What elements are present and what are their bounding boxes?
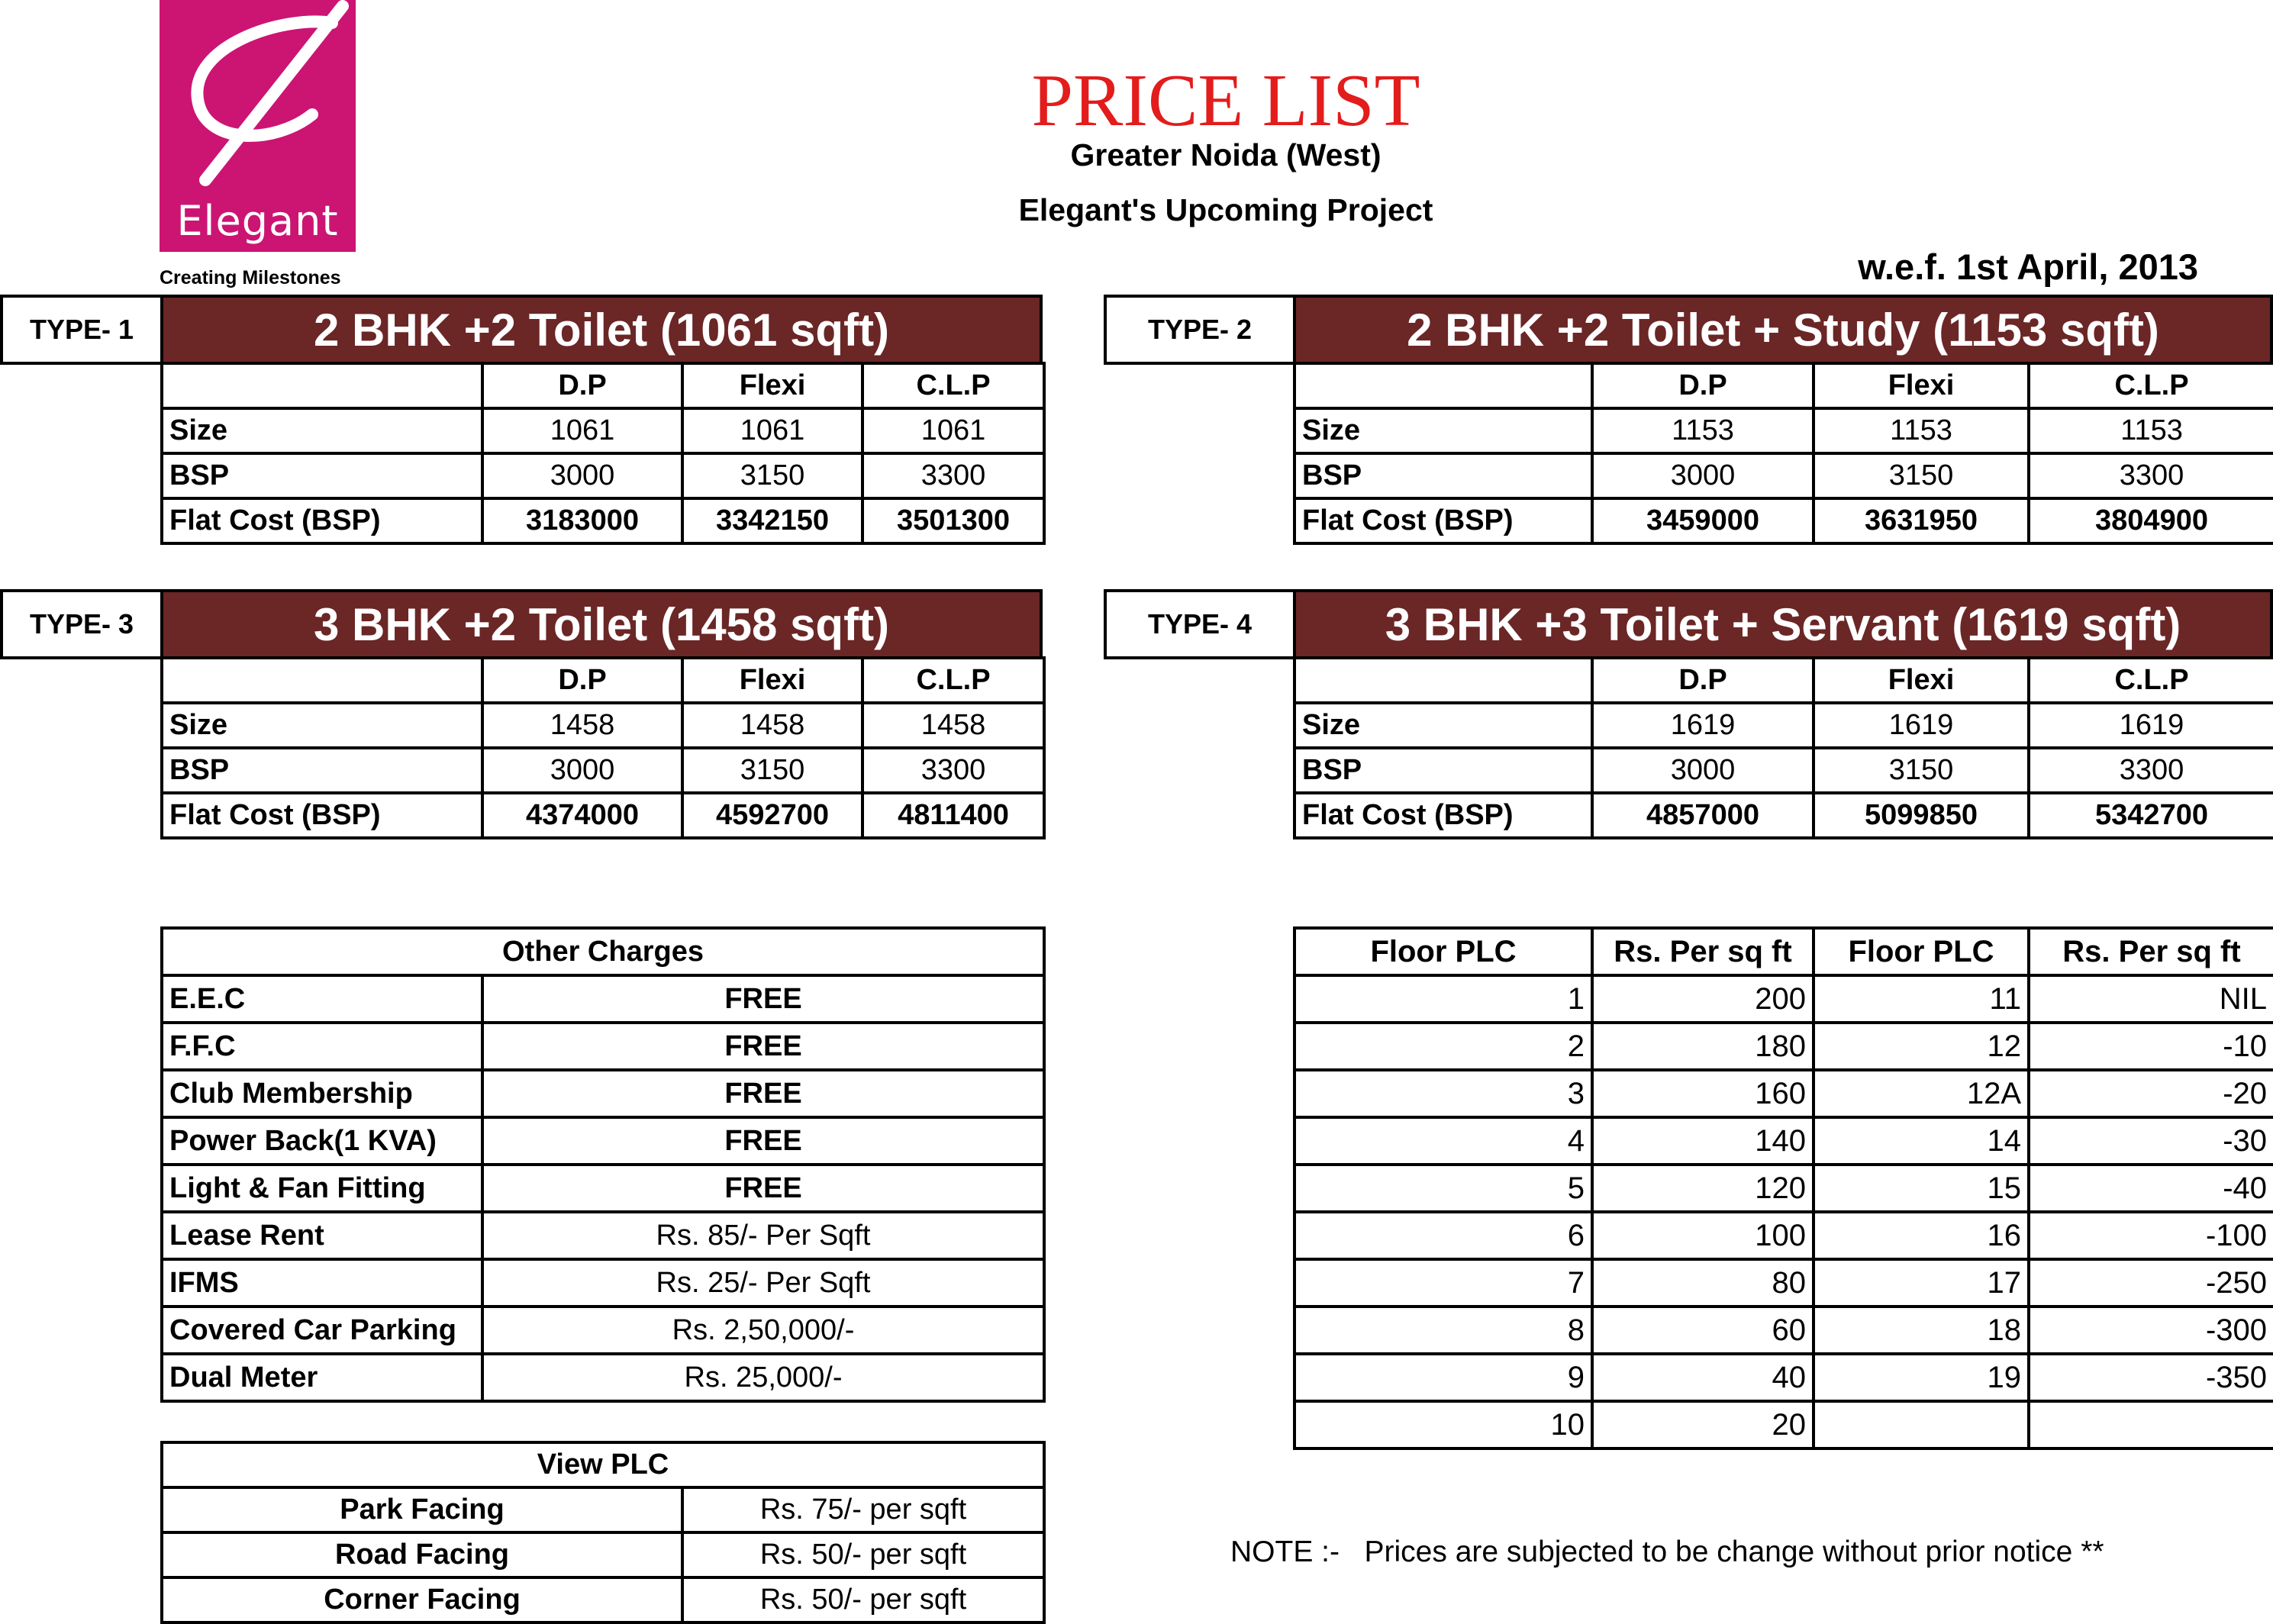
type-3-title: 3 BHK +2 Toilet (1458 sqft)	[160, 589, 1043, 659]
flat-cost-flexi: 5099850	[1814, 793, 2029, 838]
row-label-size: Size	[162, 703, 482, 748]
view-value: Rs. 50/- per sqft	[682, 1532, 1044, 1577]
floor-cell: 17	[1814, 1259, 2029, 1307]
table-row	[162, 1532, 1044, 1577]
table-row	[1294, 1117, 2273, 1165]
table-row	[1294, 1401, 2273, 1448]
floor-cell	[1814, 1401, 2029, 1448]
type-3-label: TYPE- 3	[0, 589, 163, 659]
charge-value: Rs. 25/- Per Sqft	[482, 1259, 1044, 1307]
flat-cost-clp: 5342700	[2029, 793, 2273, 838]
size-dp: 1619	[1592, 703, 1814, 748]
bsp-dp: 3000	[482, 453, 682, 498]
table-row	[162, 1442, 1044, 1487]
charge-label: Club Membership	[162, 1070, 482, 1117]
bsp-dp: 3000	[482, 748, 682, 793]
rate-cell: 140	[1592, 1117, 1814, 1165]
charge-label: Lease Rent	[162, 1212, 482, 1259]
charge-label: Light & Fan Fitting	[162, 1165, 482, 1212]
table-row	[162, 928, 1044, 975]
col-clp: C.L.P	[862, 658, 1044, 703]
rate-cell: 20	[1592, 1401, 1814, 1448]
charge-value: FREE	[482, 975, 1044, 1023]
bsp-clp: 3300	[2029, 453, 2273, 498]
rate-cell: -10	[2029, 1023, 2273, 1070]
view-value: Rs. 75/- per sqft	[682, 1487, 1044, 1532]
table-row	[162, 703, 1044, 748]
rate-cell: 200	[1592, 975, 1814, 1023]
floor-cell: 12A	[1814, 1070, 2029, 1117]
charge-label: F.F.C	[162, 1023, 482, 1070]
bsp-clp: 3300	[2029, 748, 2273, 793]
rate-cell: -300	[2029, 1307, 2273, 1354]
type-3-price-table	[160, 656, 1046, 839]
view-label: Road Facing	[162, 1532, 682, 1577]
floor-cell: 6	[1294, 1212, 1592, 1259]
view-plc-table	[160, 1441, 1046, 1624]
table-row	[1294, 658, 2273, 703]
table-row	[162, 975, 1044, 1023]
table-row	[162, 453, 1044, 498]
size-flexi: 1619	[1814, 703, 2029, 748]
col-dp: D.P	[1592, 658, 1814, 703]
bsp-dp: 3000	[1592, 453, 1814, 498]
rate-cell: 80	[1592, 1259, 1814, 1307]
col-dp: D.P	[482, 658, 682, 703]
size-dp: 1458	[482, 703, 682, 748]
col-rate: Rs. Per sq ft	[2029, 928, 2273, 975]
floor-cell: 18	[1814, 1307, 2029, 1354]
type-1-label: TYPE- 1	[0, 295, 163, 365]
table-row	[162, 1577, 1044, 1622]
other-charges-table	[160, 926, 1046, 1403]
table-row	[162, 1259, 1044, 1307]
logo-tagline: Creating Milestones	[160, 267, 341, 288]
bsp-clp: 3300	[862, 453, 1044, 498]
table-row	[162, 1307, 1044, 1354]
rate-cell: -40	[2029, 1165, 2273, 1212]
view-value: Rs. 50/- per sqft	[682, 1577, 1044, 1622]
charge-value: Rs. 85/- Per Sqft	[482, 1212, 1044, 1259]
bsp-flexi: 3150	[1814, 453, 2029, 498]
row-label-size: Size	[162, 408, 482, 453]
charge-label: IFMS	[162, 1259, 482, 1307]
bsp-flexi: 3150	[682, 748, 862, 793]
floor-cell: 15	[1814, 1165, 2029, 1212]
table-row	[1294, 1023, 2273, 1070]
col-floor-plc: Floor PLC	[1294, 928, 1592, 975]
other-charges-title: Other Charges	[162, 928, 1044, 975]
table-row	[162, 748, 1044, 793]
size-clp: 1153	[2029, 408, 2273, 453]
charge-value: FREE	[482, 1117, 1044, 1165]
table-row	[1294, 498, 2273, 543]
rate-cell: -30	[2029, 1117, 2273, 1165]
type-4-label: TYPE- 4	[1104, 589, 1296, 659]
rate-cell	[2029, 1401, 2273, 1448]
size-flexi: 1458	[682, 703, 862, 748]
flat-cost-clp: 3804900	[2029, 498, 2273, 543]
flat-cost-clp: 4811400	[862, 793, 1044, 838]
charge-value: Rs. 2,50,000/-	[482, 1307, 1044, 1354]
rate-cell: 100	[1592, 1212, 1814, 1259]
rate-cell: -350	[2029, 1354, 2273, 1401]
col-rate: Rs. Per sq ft	[1592, 928, 1814, 975]
table-row	[1294, 1165, 2273, 1212]
charge-label: Power Back(1 KVA)	[162, 1117, 482, 1165]
table-row	[1294, 363, 2273, 408]
table-row	[1294, 1307, 2273, 1354]
logo-wordmark: Elegant	[176, 197, 339, 245]
col-clp: C.L.P	[2029, 363, 2273, 408]
blank-cell	[162, 363, 482, 408]
flat-cost-flexi: 3342150	[682, 498, 862, 543]
type-2-title: 2 BHK +2 Toilet + Study (1153 sqft)	[1293, 295, 2273, 365]
table-row	[162, 408, 1044, 453]
table-row	[1294, 975, 2273, 1023]
floor-cell: 19	[1814, 1354, 2029, 1401]
page-title: PRICE LIST	[1031, 60, 1420, 142]
rate-cell: -100	[2029, 1212, 2273, 1259]
table-row	[162, 793, 1044, 838]
floor-cell: 8	[1294, 1307, 1592, 1354]
table-row	[162, 1212, 1044, 1259]
col-flexi: Flexi	[1814, 363, 2029, 408]
table-row	[162, 1070, 1044, 1117]
table-row	[162, 1117, 1044, 1165]
rate-cell: 40	[1592, 1354, 1814, 1401]
charge-value: FREE	[482, 1070, 1044, 1117]
floor-cell: 16	[1814, 1212, 2029, 1259]
rate-cell: -250	[2029, 1259, 2273, 1307]
flat-cost-dp: 4857000	[1592, 793, 1814, 838]
floor-cell: 5	[1294, 1165, 1592, 1212]
floor-plc-table	[1293, 926, 2273, 1450]
view-label: Park Facing	[162, 1487, 682, 1532]
row-label-flat-cost: Flat Cost (BSP)	[1294, 793, 1592, 838]
row-label-flat-cost: Flat Cost (BSP)	[162, 498, 482, 543]
logo-swirl-icon	[160, 0, 356, 198]
floor-cell: 7	[1294, 1259, 1592, 1307]
table-row	[1294, 928, 2273, 975]
table-row	[162, 1165, 1044, 1212]
blank-cell	[1294, 363, 1592, 408]
col-flexi: Flexi	[682, 658, 862, 703]
size-clp: 1061	[862, 408, 1044, 453]
project-subtitle: Elegant's Upcoming Project	[1018, 192, 1433, 227]
size-dp: 1061	[482, 408, 682, 453]
table-row	[162, 363, 1044, 408]
table-row	[1294, 1212, 2273, 1259]
floor-cell: 12	[1814, 1023, 2029, 1070]
location-subtitle: Greater Noida (West)	[1070, 137, 1382, 172]
col-clp: C.L.P	[862, 363, 1044, 408]
floor-cell: 9	[1294, 1354, 1592, 1401]
rate-cell: NIL	[2029, 975, 2273, 1023]
size-flexi: 1061	[682, 408, 862, 453]
charge-value: Rs. 25,000/-	[482, 1354, 1044, 1401]
effective-date: w.e.f. 1st April, 2013	[1858, 246, 2198, 287]
flat-cost-dp: 3459000	[1592, 498, 1814, 543]
charge-label: Dual Meter	[162, 1354, 482, 1401]
rate-cell: -20	[2029, 1070, 2273, 1117]
floor-cell: 1	[1294, 975, 1592, 1023]
row-label-bsp: BSP	[1294, 453, 1592, 498]
size-clp: 1619	[2029, 703, 2273, 748]
type-4-title: 3 BHK +3 Toilet + Servant (1619 sqft)	[1293, 589, 2273, 659]
charge-label: E.E.C	[162, 975, 482, 1023]
table-row	[1294, 703, 2273, 748]
table-row	[1294, 793, 2273, 838]
table-row	[1294, 453, 2273, 498]
view-label: Corner Facing	[162, 1577, 682, 1622]
row-label-size: Size	[1294, 703, 1592, 748]
rate-cell: 180	[1592, 1023, 1814, 1070]
row-label-bsp: BSP	[1294, 748, 1592, 793]
size-flexi: 1153	[1814, 408, 2029, 453]
flat-cost-dp: 4374000	[482, 793, 682, 838]
blank-cell	[162, 658, 482, 703]
floor-cell: 4	[1294, 1117, 1592, 1165]
type-1-price-table	[160, 362, 1046, 545]
floor-cell: 3	[1294, 1070, 1592, 1117]
row-label-flat-cost: Flat Cost (BSP)	[1294, 498, 1592, 543]
type-2-price-table	[1293, 362, 2273, 545]
row-label-flat-cost: Flat Cost (BSP)	[162, 793, 482, 838]
blank-cell	[1294, 658, 1592, 703]
table-row	[1294, 748, 2273, 793]
rate-cell: 60	[1592, 1307, 1814, 1354]
bsp-flexi: 3150	[1814, 748, 2029, 793]
flat-cost-dp: 3183000	[482, 498, 682, 543]
col-flexi: Flexi	[1814, 658, 2029, 703]
size-dp: 1153	[1592, 408, 1814, 453]
table-row	[1294, 1354, 2273, 1401]
col-floor-plc: Floor PLC	[1814, 928, 2029, 975]
size-clp: 1458	[862, 703, 1044, 748]
charge-value: FREE	[482, 1023, 1044, 1070]
table-row	[1294, 408, 2273, 453]
flat-cost-clp: 3501300	[862, 498, 1044, 543]
rate-cell: 160	[1592, 1070, 1814, 1117]
type-2-label: TYPE- 2	[1104, 295, 1296, 365]
table-row	[1294, 1259, 2273, 1307]
table-row	[162, 1487, 1044, 1532]
floor-cell: 10	[1294, 1401, 1592, 1448]
floor-cell: 2	[1294, 1023, 1592, 1070]
floor-cell: 11	[1814, 975, 2029, 1023]
row-label-bsp: BSP	[162, 748, 482, 793]
bsp-flexi: 3150	[682, 453, 862, 498]
charge-value: FREE	[482, 1165, 1044, 1212]
flat-cost-flexi: 4592700	[682, 793, 862, 838]
table-row	[162, 1354, 1044, 1401]
rate-cell: 120	[1592, 1165, 1814, 1212]
bsp-clp: 3300	[862, 748, 1044, 793]
col-dp: D.P	[482, 363, 682, 408]
col-dp: D.P	[1592, 363, 1814, 408]
flat-cost-flexi: 3631950	[1814, 498, 2029, 543]
table-row	[162, 498, 1044, 543]
col-clp: C.L.P	[2029, 658, 2273, 703]
type-1-title: 2 BHK +2 Toilet (1061 sqft)	[160, 295, 1043, 365]
charge-label: Covered Car Parking	[162, 1307, 482, 1354]
bsp-dp: 3000	[1592, 748, 1814, 793]
row-label-size: Size	[1294, 408, 1592, 453]
view-plc-title: View PLC	[162, 1442, 1044, 1487]
table-row	[162, 1023, 1044, 1070]
table-row	[162, 658, 1044, 703]
table-row	[1294, 1070, 2273, 1117]
col-flexi: Flexi	[682, 363, 862, 408]
elegant-logo	[160, 0, 356, 252]
type-4-price-table	[1293, 656, 2273, 839]
row-label-bsp: BSP	[162, 453, 482, 498]
floor-cell: 14	[1814, 1117, 2029, 1165]
price-note: NOTE :- Prices are subjected to be change without prior notice **	[1230, 1535, 2104, 1568]
